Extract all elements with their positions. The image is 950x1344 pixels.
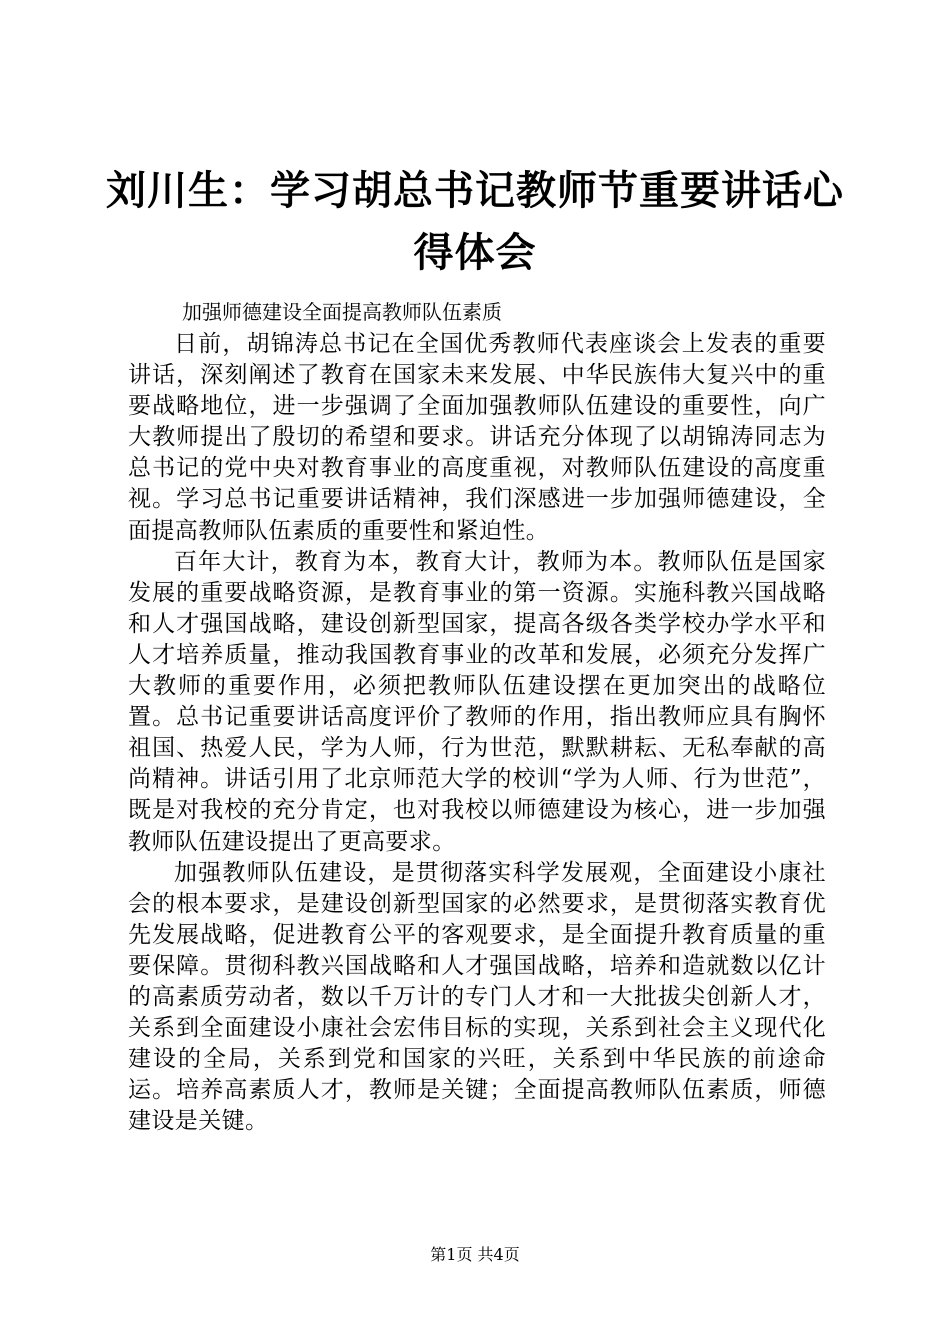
paragraph-3: 加强教师队伍建设，是贯彻落实科学发展观，全面建设小康社会的根本要求，是建设创新型国家的必然要求，是贯彻落实教育优先发展战略，促进教育公平的客观要求，是全面提升教育质量的重要保障。贯彻科教兴国战略和人才强国战略，培养和造就数以亿计的高素质劳动者，数以千万计的专门人才和一大批拔尖创新人才，关系到全面建设小康社会宏伟目标的实现，关系到社会主义现代化建设的全局，关系到党和国家的兴旺，关系到中华民族的前途命运。培养高素质人才，教师是关键；全面提高教师队伍素质，师德建设是关键。	[128, 859, 826, 1135]
page-footer: 第1页 共4页	[430, 1245, 520, 1264]
document-subtitle: 加强师德建设全面提高教师队伍素质	[182, 300, 502, 324]
paragraph-1: 日前，胡锦涛总书记在全国优秀教师代表座谈会上发表的重要讲话，深刻阐述了教育在国家未来发展、中华民族伟大复兴中的重要战略地位，进一步强调了全面加强教师队伍建设的重要性，向广大教师提出了殷切的希望和要求。讲话充分体现了以胡锦涛同志为总书记的党中央对教育事业的高度重视，对教师队伍建设的高度重视。学习总书记重要讲话精神，我们深感进一步加强师德建设，全面提高教师队伍素质的重要性和紧迫性。	[128, 331, 826, 544]
document-title: 刘川生：学习胡总书记教师节重要讲话心得体会	[106, 168, 844, 276]
document-body	[128, 329, 826, 1137]
paragraph-2: 百年大计，教育为本，教育大计，教师为本。教师队伍是国家发展的重要战略资源，是教育事业的第一资源。实施科教兴国战略和人才强国战略，建设创新型国家，提高各级各类学校办学水平和人才培养质量，推动我国教育事业的改革和发展，必须充分发挥广大教师的重要作用，必须把教师队伍建设摆在更加突出的战略位置。总书记重要讲话高度评价了教师的作用，指出教师应具有胸怀祖国、热爱人民，学为人师，行为世范，默默耕耘、无私奉献的高尚精神。讲话引用了北京师范大学的校训“学为人师、行为世范”，既是对我校的充分肯定，也对我校以师德建设为核心，进一步加强教师队伍建设提出了更高要求。	[128, 548, 826, 855]
